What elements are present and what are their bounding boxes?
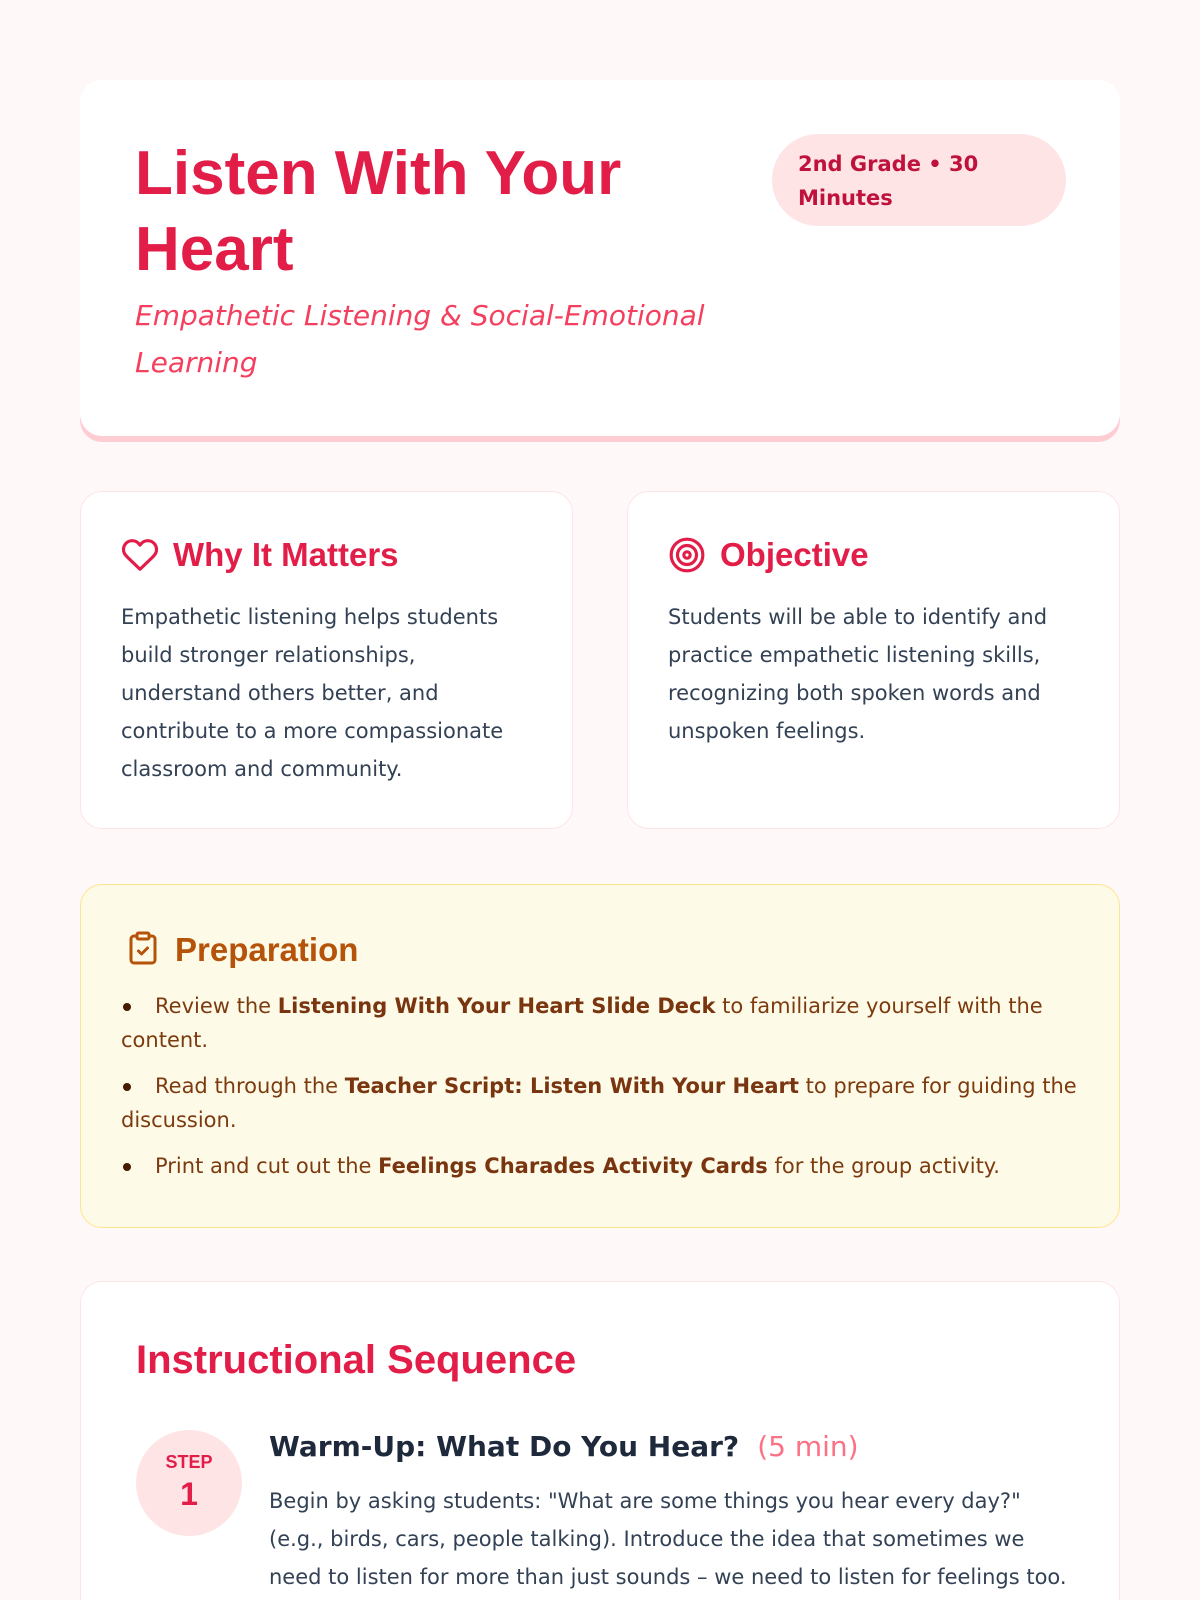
why-it-matters-title: Why It Matters [173, 536, 399, 573]
step-number-badge [136, 1430, 242, 1536]
preparation-list [121, 989, 1081, 1195]
activity-cards-resource: Feelings Charades Activity Cards [378, 1154, 768, 1178]
clipboard-check-icon [125, 929, 161, 971]
page-subtitle: Empathetic Listening & Social-Emotional Learning [135, 299, 705, 379]
list-item: Print and cut out the Feelings Charades Activity Cards for the group activity. [121, 1149, 1081, 1183]
heart-icon [121, 536, 159, 574]
step-description: Begin by asking students: "What are some things you hear every day?" (e.g., birds, cars, people talking). Introduce the idea that sometimes we need to listen for more than just sounds – we need to listen for feelings too. [269, 1489, 1067, 1589]
list-item: Review the Listening With Your Heart Slide Deck to familiarize yourself with the content. [121, 989, 1081, 1057]
instructional-sequence-card [80, 1281, 1120, 1600]
objective-heading [668, 536, 869, 574]
objective-title: Objective [720, 536, 869, 573]
why-it-matters-heading [121, 536, 399, 574]
slide-deck-resource: Listening With Your Heart Slide Deck [277, 994, 716, 1018]
step-duration: (5 min) [757, 1430, 859, 1463]
why-it-matters-card [80, 491, 573, 829]
target-icon [668, 536, 706, 574]
preparation-title: Preparation [175, 931, 359, 968]
step-label: STEP [165, 1452, 213, 1472]
grade-duration-badge: 2nd Grade • 30 Minutes [772, 134, 1066, 226]
list-item: Read through the Teacher Script: Listen With Your Heart to prepare for guiding the discussion. [121, 1069, 1081, 1137]
objective-text: Students will be able to identify and practice empathetic listening skills, recognizing both spoken words and unspoken feelings. [668, 605, 1048, 743]
step-heading [269, 1430, 859, 1463]
step-number: 1 [180, 1476, 198, 1512]
preparation-card [80, 884, 1120, 1228]
step-title: Warm-Up: What Do You Hear? [269, 1430, 740, 1463]
teacher-script-resource: Teacher Script: Listen With Your Heart [344, 1074, 799, 1098]
instructional-sequence-title: Instructional Sequence [136, 1338, 577, 1382]
page-title: Listen With Your Heart [135, 139, 622, 284]
objective-card [627, 491, 1120, 829]
why-it-matters-text: Empathetic listening helps students build stronger relationships, understand others better, and contribute to a more compassionate classroom and community. [121, 605, 504, 781]
header-card [80, 80, 1120, 436]
preparation-heading [125, 929, 358, 971]
